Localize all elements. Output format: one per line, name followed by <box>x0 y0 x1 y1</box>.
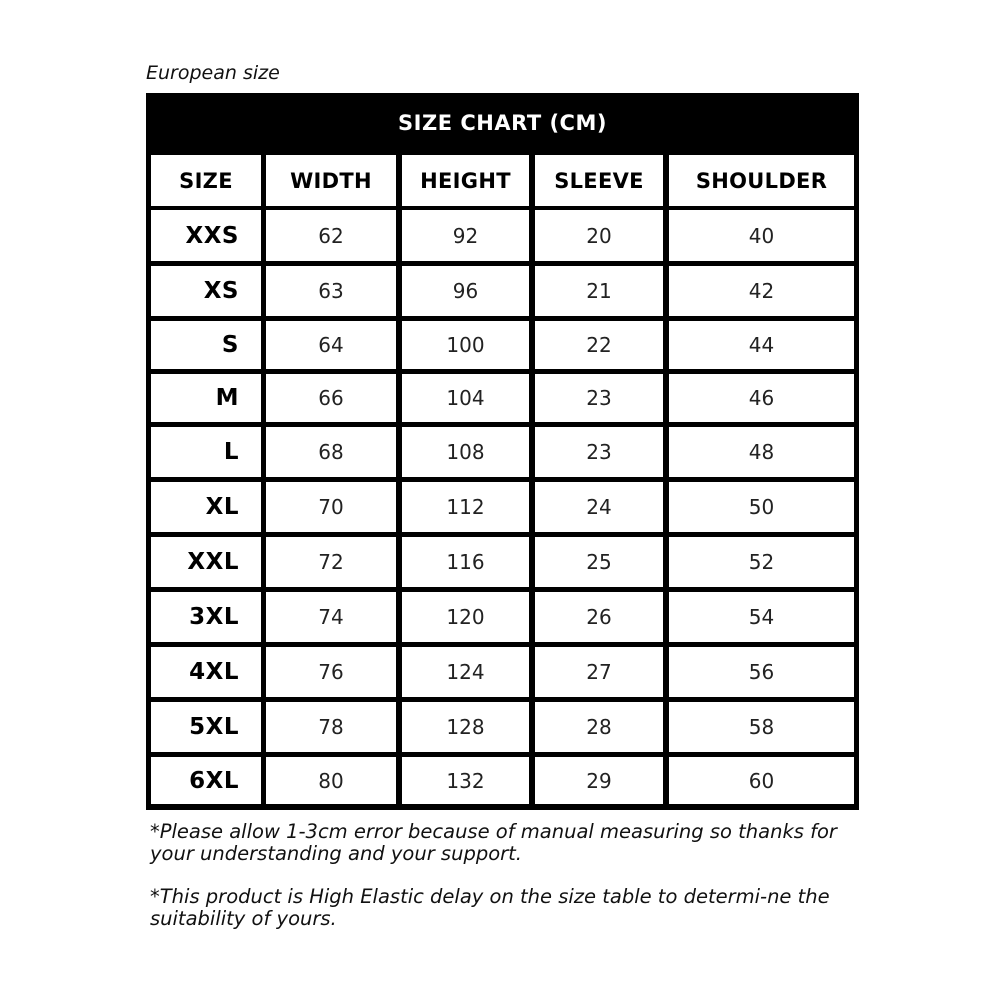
sleeve-cell: 21 <box>535 266 663 316</box>
shoulder-cell: 42 <box>669 266 854 316</box>
height-cell: 132 <box>402 757 529 804</box>
sleeve-cell: 25 <box>535 537 663 587</box>
width-cell: 70 <box>266 482 396 532</box>
table-title-band <box>146 93 859 153</box>
width-cell: 74 <box>266 592 396 642</box>
shoulder-cell: 52 <box>669 537 854 587</box>
header-size: SIZE <box>151 155 261 206</box>
shoulder-cell: 48 <box>669 427 854 477</box>
sleeve-cell: 23 <box>535 374 663 422</box>
shoulder-cell: 54 <box>669 592 854 642</box>
size-label-cell: M <box>151 374 261 422</box>
shoulder-cell: 40 <box>669 210 854 261</box>
sleeve-cell: 24 <box>535 482 663 532</box>
height-cell: 124 <box>402 647 529 697</box>
size-label-cell: XXL <box>151 537 261 587</box>
width-cell: 66 <box>266 374 396 422</box>
table-title: SIZE CHART (CM) <box>398 111 607 135</box>
size-label-cell: XXS <box>151 210 261 261</box>
header-sleeve: SLEEVE <box>535 155 663 206</box>
size-label-cell: 5XL <box>151 702 261 752</box>
sleeve-cell: 29 <box>535 757 663 804</box>
width-cell: 68 <box>266 427 396 477</box>
size-label-cell: 6XL <box>151 757 261 804</box>
width-cell: 63 <box>266 266 396 316</box>
shoulder-cell: 44 <box>669 321 854 369</box>
size-label-cell: XL <box>151 482 261 532</box>
size-label-cell: XS <box>151 266 261 316</box>
size-label-cell: L <box>151 427 261 477</box>
sleeve-cell: 27 <box>535 647 663 697</box>
sleeve-cell: 26 <box>535 592 663 642</box>
elastic-note: *This product is High Elastic delay on the size table to determi-ne the suitability of yours. <box>150 885 830 930</box>
height-cell: 116 <box>402 537 529 587</box>
header-shoulder: SHOULDER <box>669 155 854 206</box>
height-cell: 128 <box>402 702 529 752</box>
height-cell: 96 <box>402 266 529 316</box>
size-label-cell: 3XL <box>151 592 261 642</box>
size-chart-table <box>146 93 859 810</box>
header-height: HEIGHT <box>402 155 529 206</box>
width-cell: 72 <box>266 537 396 587</box>
size-label-cell: S <box>151 321 261 369</box>
height-cell: 92 <box>402 210 529 261</box>
shoulder-cell: 60 <box>669 757 854 804</box>
header-width: WIDTH <box>266 155 396 206</box>
shoulder-cell: 46 <box>669 374 854 422</box>
sleeve-cell: 28 <box>535 702 663 752</box>
shoulder-cell: 50 <box>669 482 854 532</box>
width-cell: 80 <box>266 757 396 804</box>
height-cell: 100 <box>402 321 529 369</box>
height-cell: 104 <box>402 374 529 422</box>
measurement-error-note: *Please allow 1-3cm error because of manual measuring so thanks for your understanding and your support. <box>150 820 837 865</box>
sleeve-cell: 20 <box>535 210 663 261</box>
shoulder-cell: 56 <box>669 647 854 697</box>
width-cell: 64 <box>266 321 396 369</box>
width-cell: 78 <box>266 702 396 752</box>
shoulder-cell: 58 <box>669 702 854 752</box>
sleeve-cell: 22 <box>535 321 663 369</box>
width-cell: 76 <box>266 647 396 697</box>
caption-european-size: European size <box>146 62 280 84</box>
height-cell: 120 <box>402 592 529 642</box>
sleeve-cell: 23 <box>535 427 663 477</box>
height-cell: 112 <box>402 482 529 532</box>
height-cell: 108 <box>402 427 529 477</box>
size-label-cell: 4XL <box>151 647 261 697</box>
width-cell: 62 <box>266 210 396 261</box>
